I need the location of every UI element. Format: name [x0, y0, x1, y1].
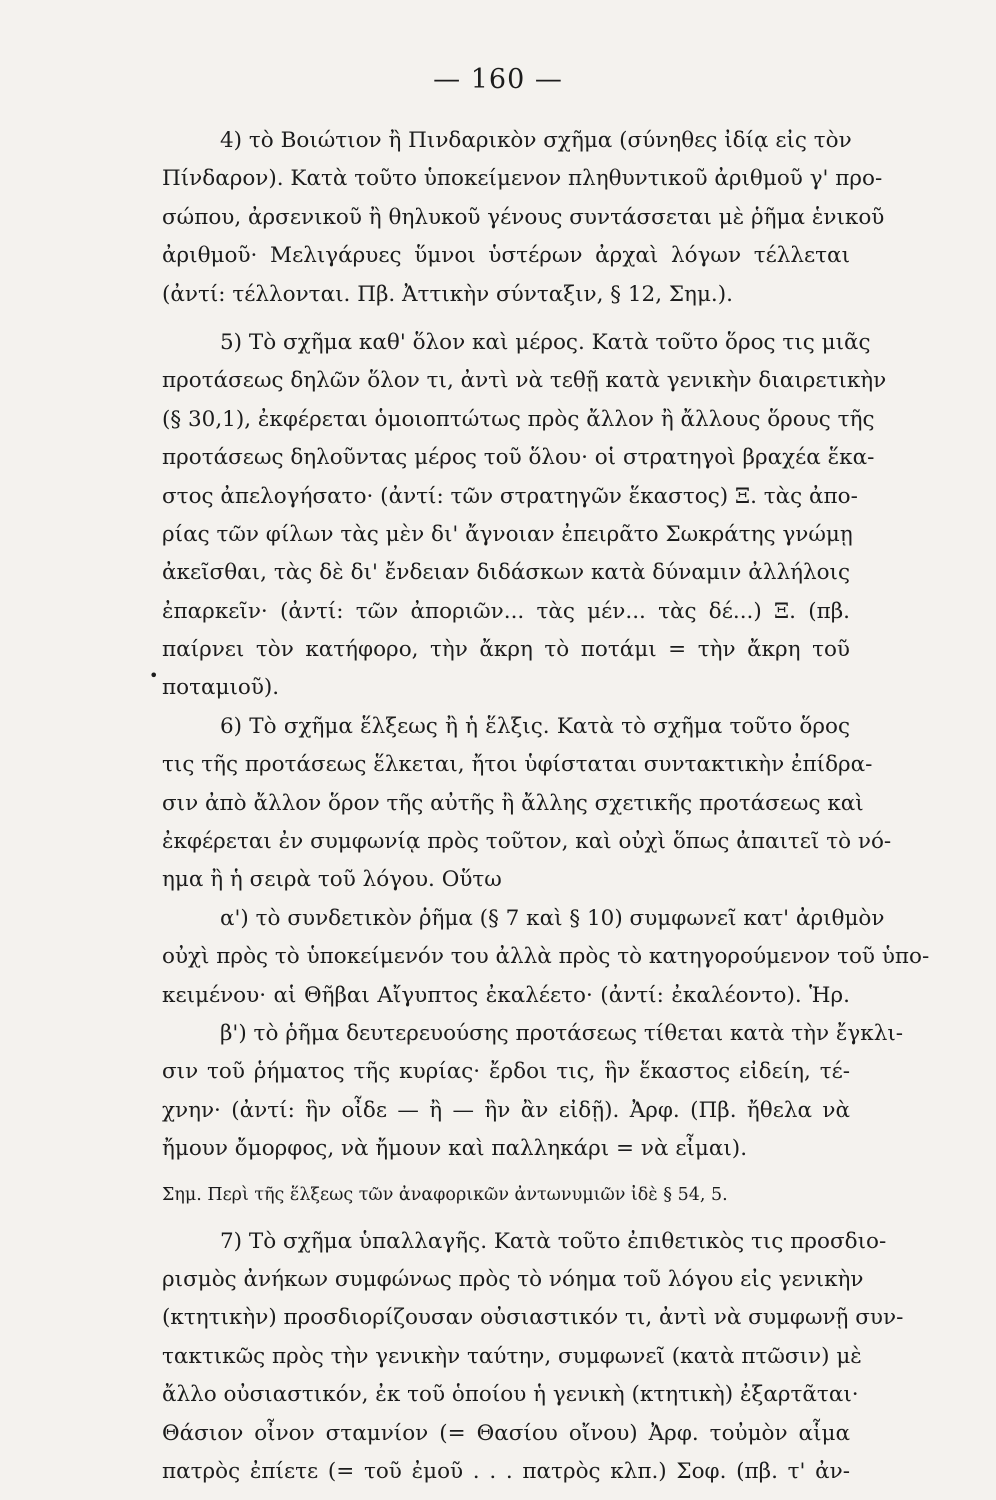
text-line: ἀκεῖσθαι, τὰς δὲ δι' ἔνδειαν διδάσκων κατὰ δύναμιν ἀλλήλοις: [162, 560, 850, 586]
text-line: Θάσιον οἶνον σταμνίον (= Θασίου οἴνου) Ἀρφ. τοὐμὸν αἷμα: [162, 1420, 850, 1446]
text-line: β') τὸ ῥῆμα δευτερευούσης προτάσεως τίθεται κατὰ τὴν ἔγκλι-: [220, 1020, 904, 1046]
text-line: 5) Τὸ σχῆμα καθ' ὅλον καὶ μέρος. Κατὰ τοῦτο ὅρος τις μιᾶς: [220, 329, 871, 355]
margin-mark: •: [149, 666, 159, 685]
text-line: (§ 30,1), ἐκφέρεται ὁμοιοπτώτως πρὸς ἄλλον ἢ ἄλλους ὅρους τῆς: [162, 406, 875, 432]
text-line: ἄλλο οὐσιαστικόν, ἐκ τοῦ ὁποίου ἡ γενικὴ (κτητικὴ) ἐξαρτᾶται·: [162, 1382, 859, 1408]
text-line: τις τῆς προτάσεως ἕλκεται, ἤτοι ὑφίσταται συντακτικὴν ἐπίδρα-: [162, 752, 873, 778]
text-line: ἐκφέρεται ἐν συμφωνίᾳ πρὸς τοῦτον, καὶ οὐχὶ ὅπως ἀπαιτεῖ τὸ νό-: [162, 829, 892, 855]
text-line: ημα ἢ ἡ σειρὰ τοῦ λόγου. Οὕτω: [162, 867, 502, 893]
text-line: προτάσεως δηλῶν ὅλον τι, ἀντὶ νὰ τεθῇ κατὰ γενικὴν διαιρετικὴν: [162, 368, 887, 394]
text-line: Πίνδαρον). Κατὰ τοῦτο ὑποκείμενον πληθυντικοῦ ἀριθμοῦ γ' προ-: [162, 166, 883, 192]
note-line: Σημ. Περὶ τῆς ἕλξεως τῶν ἀναφορικῶν ἀντωνυμιῶν ἰδὲ § 54, 5.: [162, 1184, 728, 1205]
body-text: [162, 122, 930, 1491]
text-line: ἤμουν ὄμορφος, νὰ ἤμουν καὶ παλληκάρι = νὰ εἶμαι).: [162, 1136, 748, 1162]
text-line: παίρνει τὸν κατήφορο, τὴν ἄκρη τὸ ποτάμι = τὴν ἄκρη τοῦ: [162, 637, 850, 663]
text-line: στος ἀπελογήσατο· (ἀντί: τῶν στρατηγῶν ἕκαστος) Ξ. τὰς ἀπο-: [162, 483, 858, 509]
text-line: προτάσεως δηλοῦντας μέρος τοῦ ὅλου· οἱ στρατηγοὶ βραχέα ἕκα-: [162, 445, 875, 471]
text-line: 4) τὸ Βοιώτιον ἢ Πινδαρικὸν σχῆμα (σύνηθες ἰδίᾳ εἰς τὸν: [220, 128, 852, 153]
text-line: σιν τοῦ ῥήματος τῆς κυρίας· ἔρδοι τις, ἣν ἕκαστος εἰδείη, τέ-: [162, 1059, 850, 1085]
text-line: 7) Τὸ σχῆμα ὑπαλλαγῆς. Κατὰ τοῦτο ἐπιθετικὸς τις προσδιο-: [220, 1228, 887, 1254]
page-number: — 160 —: [433, 64, 563, 95]
text-line: χνην· (ἀντί: ἣν οἶδε — ἢ — ἣν ἂν εἰδῇ). Ἀρφ. (Πβ. ἤθελα νὰ: [162, 1097, 850, 1123]
text-line: ποταμιοῦ).: [162, 675, 280, 701]
text-line: ἐπαρκεῖν· (ἀντί: τῶν ἀποριῶν... τὰς μέν... τὰς δέ...) Ξ. (πβ.: [162, 598, 850, 624]
text-line: σιν ἀπὸ ἄλλον ὅρον τῆς αὐτῆς ἢ ἄλλης σχετικῆς προτάσεως καὶ: [162, 790, 864, 816]
text-line: κειμένου· αἱ Θῆβαι Αἴγυπτος ἐκαλέετο· (ἀντί: ἐκαλέοντο). Ἡρ.: [162, 982, 850, 1008]
text-line: ρισμὸς ἀνήκων συμφώνως πρὸς τὸ νόημα τοῦ λόγου εἰς γενικὴν: [162, 1266, 864, 1292]
text-line: τακτικῶς πρὸς τὴν γενικὴν ταύτην, συμφωνεῖ (κατὰ πτῶσιν) μὲ: [162, 1343, 862, 1369]
text-line: πατρὸς ἐπίετε (= τοῦ ἐμοῦ . . . πατρὸς κλπ.) Σοφ. (πβ. τ' ἀν-: [162, 1458, 850, 1484]
text-line: 6) Τὸ σχῆμα ἕλξεως ἢ ἡ ἕλξις. Κατὰ τὸ σχῆμα τοῦτο ὅρος: [220, 713, 850, 739]
text-line: ἀριθμοῦ· Μελιγάρυες ὕμνοι ὑστέρων ἀρχαὶ λόγων τέλλεται: [162, 243, 850, 269]
text-line: ρίας τῶν φίλων τὰς μὲν δι' ἄγνοιαν ἐπειρᾶτο Σωκράτης γνώμῃ: [162, 521, 853, 547]
text-line: οὐχὶ πρὸς τὸ ὑποκείμενόν του ἀλλὰ πρὸς τὸ κατηγορούμενον τοῦ ὑπο-: [162, 944, 930, 970]
text-line: α') τὸ συνδετικὸν ῥῆμα (§ 7 καὶ § 10) συμφωνεῖ κατ' ἀριθμὸν: [220, 905, 885, 931]
text-line: σώπου, ἀρσενικοῦ ἢ θηλυκοῦ γένους συντάσσεται μὲ ῥῆμα ἑνικοῦ: [162, 204, 885, 230]
text-line: (ἀντί: τέλλονται. Πβ. Ἀττικὴν σύνταξιν, § 12, Σημ.).: [162, 281, 733, 307]
text-line: (κτητικὴν) προσδιορίζουσαν οὐσιαστικόν τι, ἀντὶ νὰ συμφωνῇ συν-: [162, 1305, 904, 1331]
